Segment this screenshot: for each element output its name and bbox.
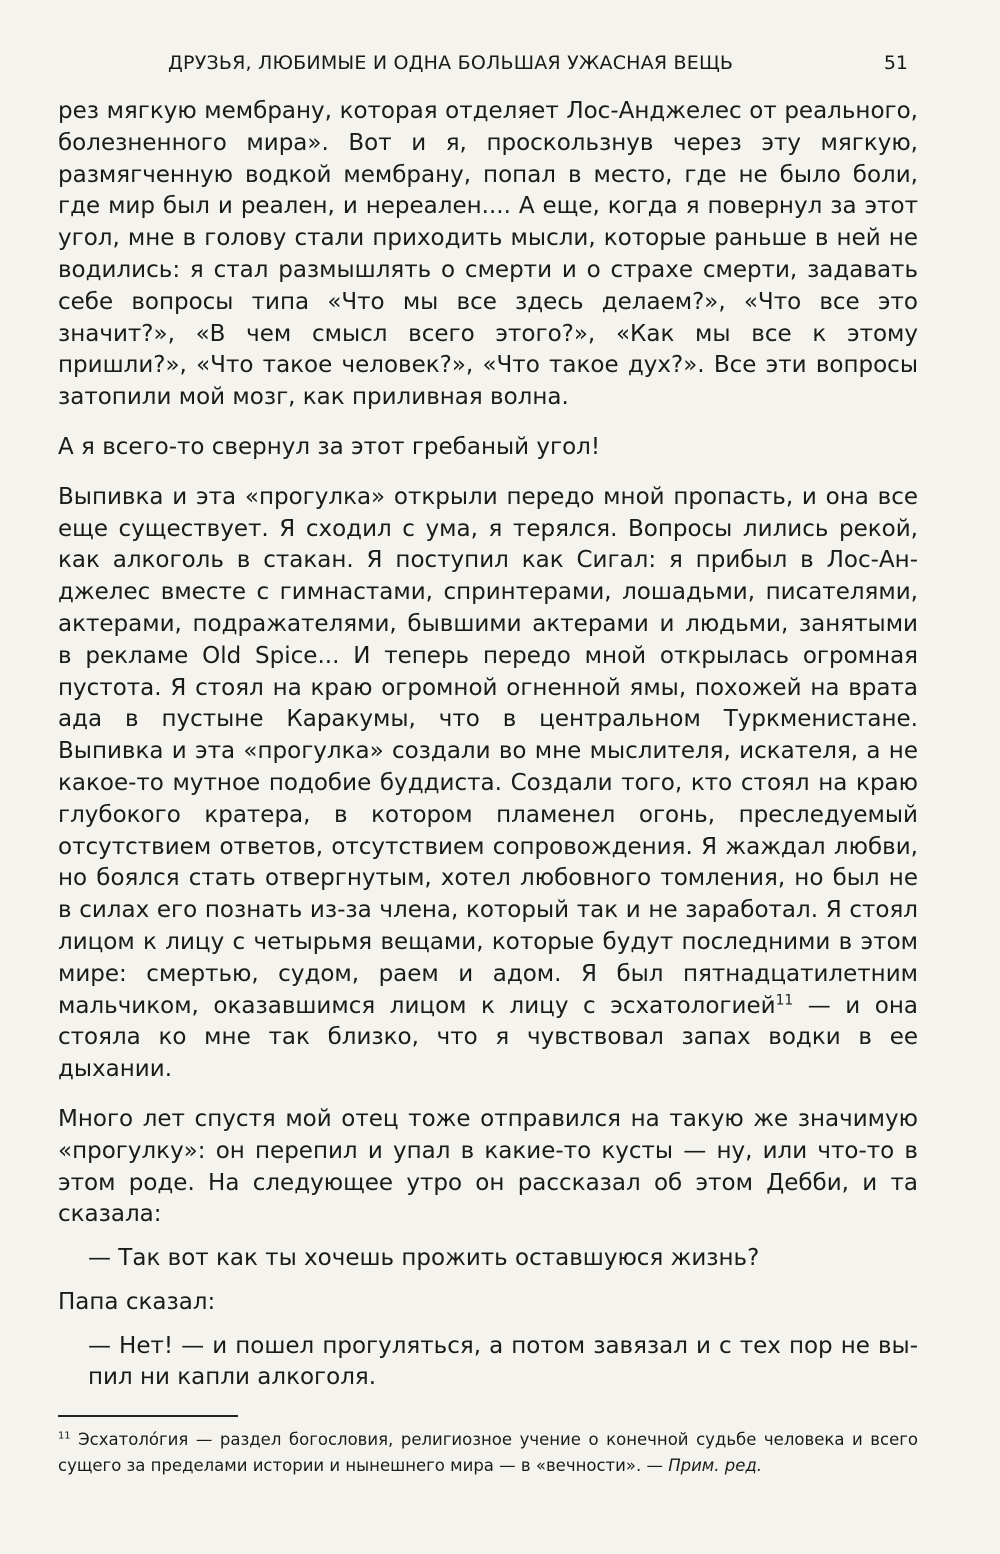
running-head [58, 52, 918, 82]
page-number: 51 [883, 52, 908, 74]
footnote-reference: 11 [775, 991, 794, 1008]
paragraph-3-text-after: — и она стояла ко мне так близко, что я чувствовал запах водки в ее дыхании. [58, 992, 918, 1083]
footnote-11 [58, 1427, 918, 1479]
chapter-running-title: ДРУЗЬЯ, ЛЮБИМЫЕ И ОДНА БОЛЬШАЯ УЖАСНАЯ ВЕЩЬ [168, 52, 734, 74]
paragraph-4: Много лет спустя мой отец тоже отправился на такую же значимую «прогулку»: он перепил и упал в какие-то кусты — ну, или что-то в этом роде. На следующее утро он рассказал об этом Дебби, и та сказала: [58, 1105, 918, 1228]
footnote-area [58, 1415, 918, 1479]
paragraph-6: Папа сказал: [58, 1288, 216, 1315]
footnote-number: 11 [58, 1430, 71, 1442]
body-text [58, 96, 918, 1412]
paragraph-2: А я всего-то свернул за этот гребаный угол! [58, 433, 601, 460]
paragraph-3-text-before: Выпивка и эта «прогулка» открыли передо мной пропасть, и она все еще существует. Я сходил с ума, я терялся. Вопросы лились рекой, как алкоголь в стакан. Я поступил как Сигал: я прибыл в Лос-Анджелес вместе с гимнастами, спринтерами, лошадьми, писателями, актерами, подражателями, бывшими актерами и людьми, занятыми в рекламе Old Spice... И теперь передо мной открылась огромная пустота. Я стоял на краю огромной огненной ямы, похожей на врата ада в пустыне Каракумы, что в центральном Туркменистане. Выпивка и эта «прогулка» создали во мне мыслителя, искателя, а не какое-то мутное подобие буддиста. Создали того, кто стоял на краю глубокого кратера, в котором пламенел огонь, преследуемый отсутствием ответов, отсутствием сопровождения. Я жаждал любви, но боялся стать отвергнутым, хотел любовного томления, но был не в силах его познать из-за члена, который так и не заработал. Я стоял лицом к лицу с четырьмя вещами, которые будут последними в этом мире: смертью, судом, раем и адом. Я был пятнадцатилетним мальчиком, оказавшимся лицом к лицу с эсхатологией [58, 483, 918, 1019]
footnote-text: Эсхатолóгия — раздел богословия, религиозное учение о конечной судьбе человека и всего сущего за пределами истории и нынешнего мира — в «вечности». — [58, 1430, 918, 1475]
book-page [58, 0, 918, 1554]
dialog-line-1: — Так вот как ты хочешь прожить оставшуюся жизнь? [88, 1245, 760, 1272]
dialog-line-2: — Нет! — и пошел прогуляться, а потом завязал и с тех пор не выпил ни капли алкоголя. [88, 1332, 918, 1391]
paragraph-3 [58, 482, 918, 1086]
footnote-divider [58, 1415, 238, 1417]
paragraph-1: рез мягкую мембрану, которая отделяет Лос-Анджелес от реального, болезненного мира». Вот и я, проскользнув через эту мягкую, размягченную водкой мембрану, попал в место, где не было боли, где мир был и реален, и нереален.... А еще, когда я повернул за этот угол, мне в голову стали приходить мысли, которые раньше в ней не водились: я стал размышлять о смерти и о страхе смерти, задавать себе вопросы типа «Что мы все здесь делаем?», «Что все это значит?», «В чем смысл всего этого?», «Как мы все к этому пришли?», «Что такое человек?», «Что такое дух?». Все эти вопросы затопили мой мозг, как приливная волна. [58, 98, 918, 411]
editor-note: Прим. ред. [668, 1456, 763, 1475]
